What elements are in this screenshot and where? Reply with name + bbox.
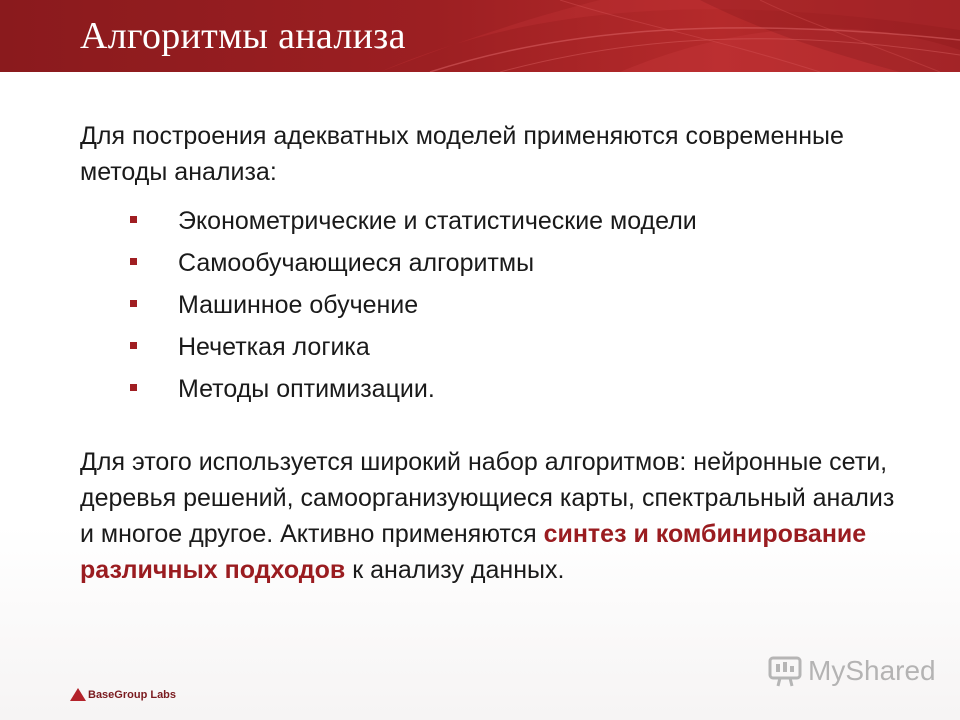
list-item-text: Эконометрические и статистические модели bbox=[178, 207, 697, 235]
footer-logo bbox=[70, 688, 176, 701]
watermark-text: MyShared bbox=[808, 655, 936, 686]
list-item bbox=[80, 284, 900, 326]
myshared-watermark bbox=[768, 654, 936, 688]
list-item bbox=[80, 200, 900, 242]
square-bullet-icon bbox=[130, 342, 137, 349]
square-bullet-icon bbox=[130, 216, 137, 223]
list-item bbox=[80, 326, 900, 368]
highlighted-phrase: синтез и комбинирование различных подходов bbox=[80, 520, 867, 584]
list-item-text: Нечеткая логика bbox=[178, 333, 370, 361]
header-banner bbox=[0, 0, 960, 72]
slide-title: Алгоритмы анализа bbox=[80, 15, 406, 57]
paragraph-text-start: Для этого используется широкий набор алгоритмов: нейронные сети, деревья решений, самоорганизующиеся карты, спектральный анализ и многое другое. Активно применяются bbox=[80, 448, 895, 548]
basegroup-logo-icon bbox=[70, 688, 86, 701]
footer-brand-text: BaseGroup Labs bbox=[88, 688, 177, 701]
intro-paragraph: Для построения адекватных моделей применяются современные методы анализа: bbox=[80, 122, 844, 186]
list-item-text: Методы оптимизации. bbox=[178, 375, 435, 403]
slide-content bbox=[80, 118, 900, 588]
watermark-logo-icon bbox=[768, 654, 802, 688]
list-item-text: Самообучающиеся алгоритмы bbox=[178, 249, 535, 277]
list-item bbox=[80, 242, 900, 284]
list-item-text: Машинное обучение bbox=[178, 291, 419, 319]
square-bullet-icon bbox=[130, 258, 137, 265]
square-bullet-icon bbox=[130, 300, 137, 307]
paragraph-text-end: к анализу данных. bbox=[345, 556, 565, 584]
algorithms-paragraph bbox=[80, 444, 900, 588]
list-item bbox=[80, 368, 900, 410]
methods-list bbox=[80, 200, 900, 410]
square-bullet-icon bbox=[130, 384, 137, 391]
